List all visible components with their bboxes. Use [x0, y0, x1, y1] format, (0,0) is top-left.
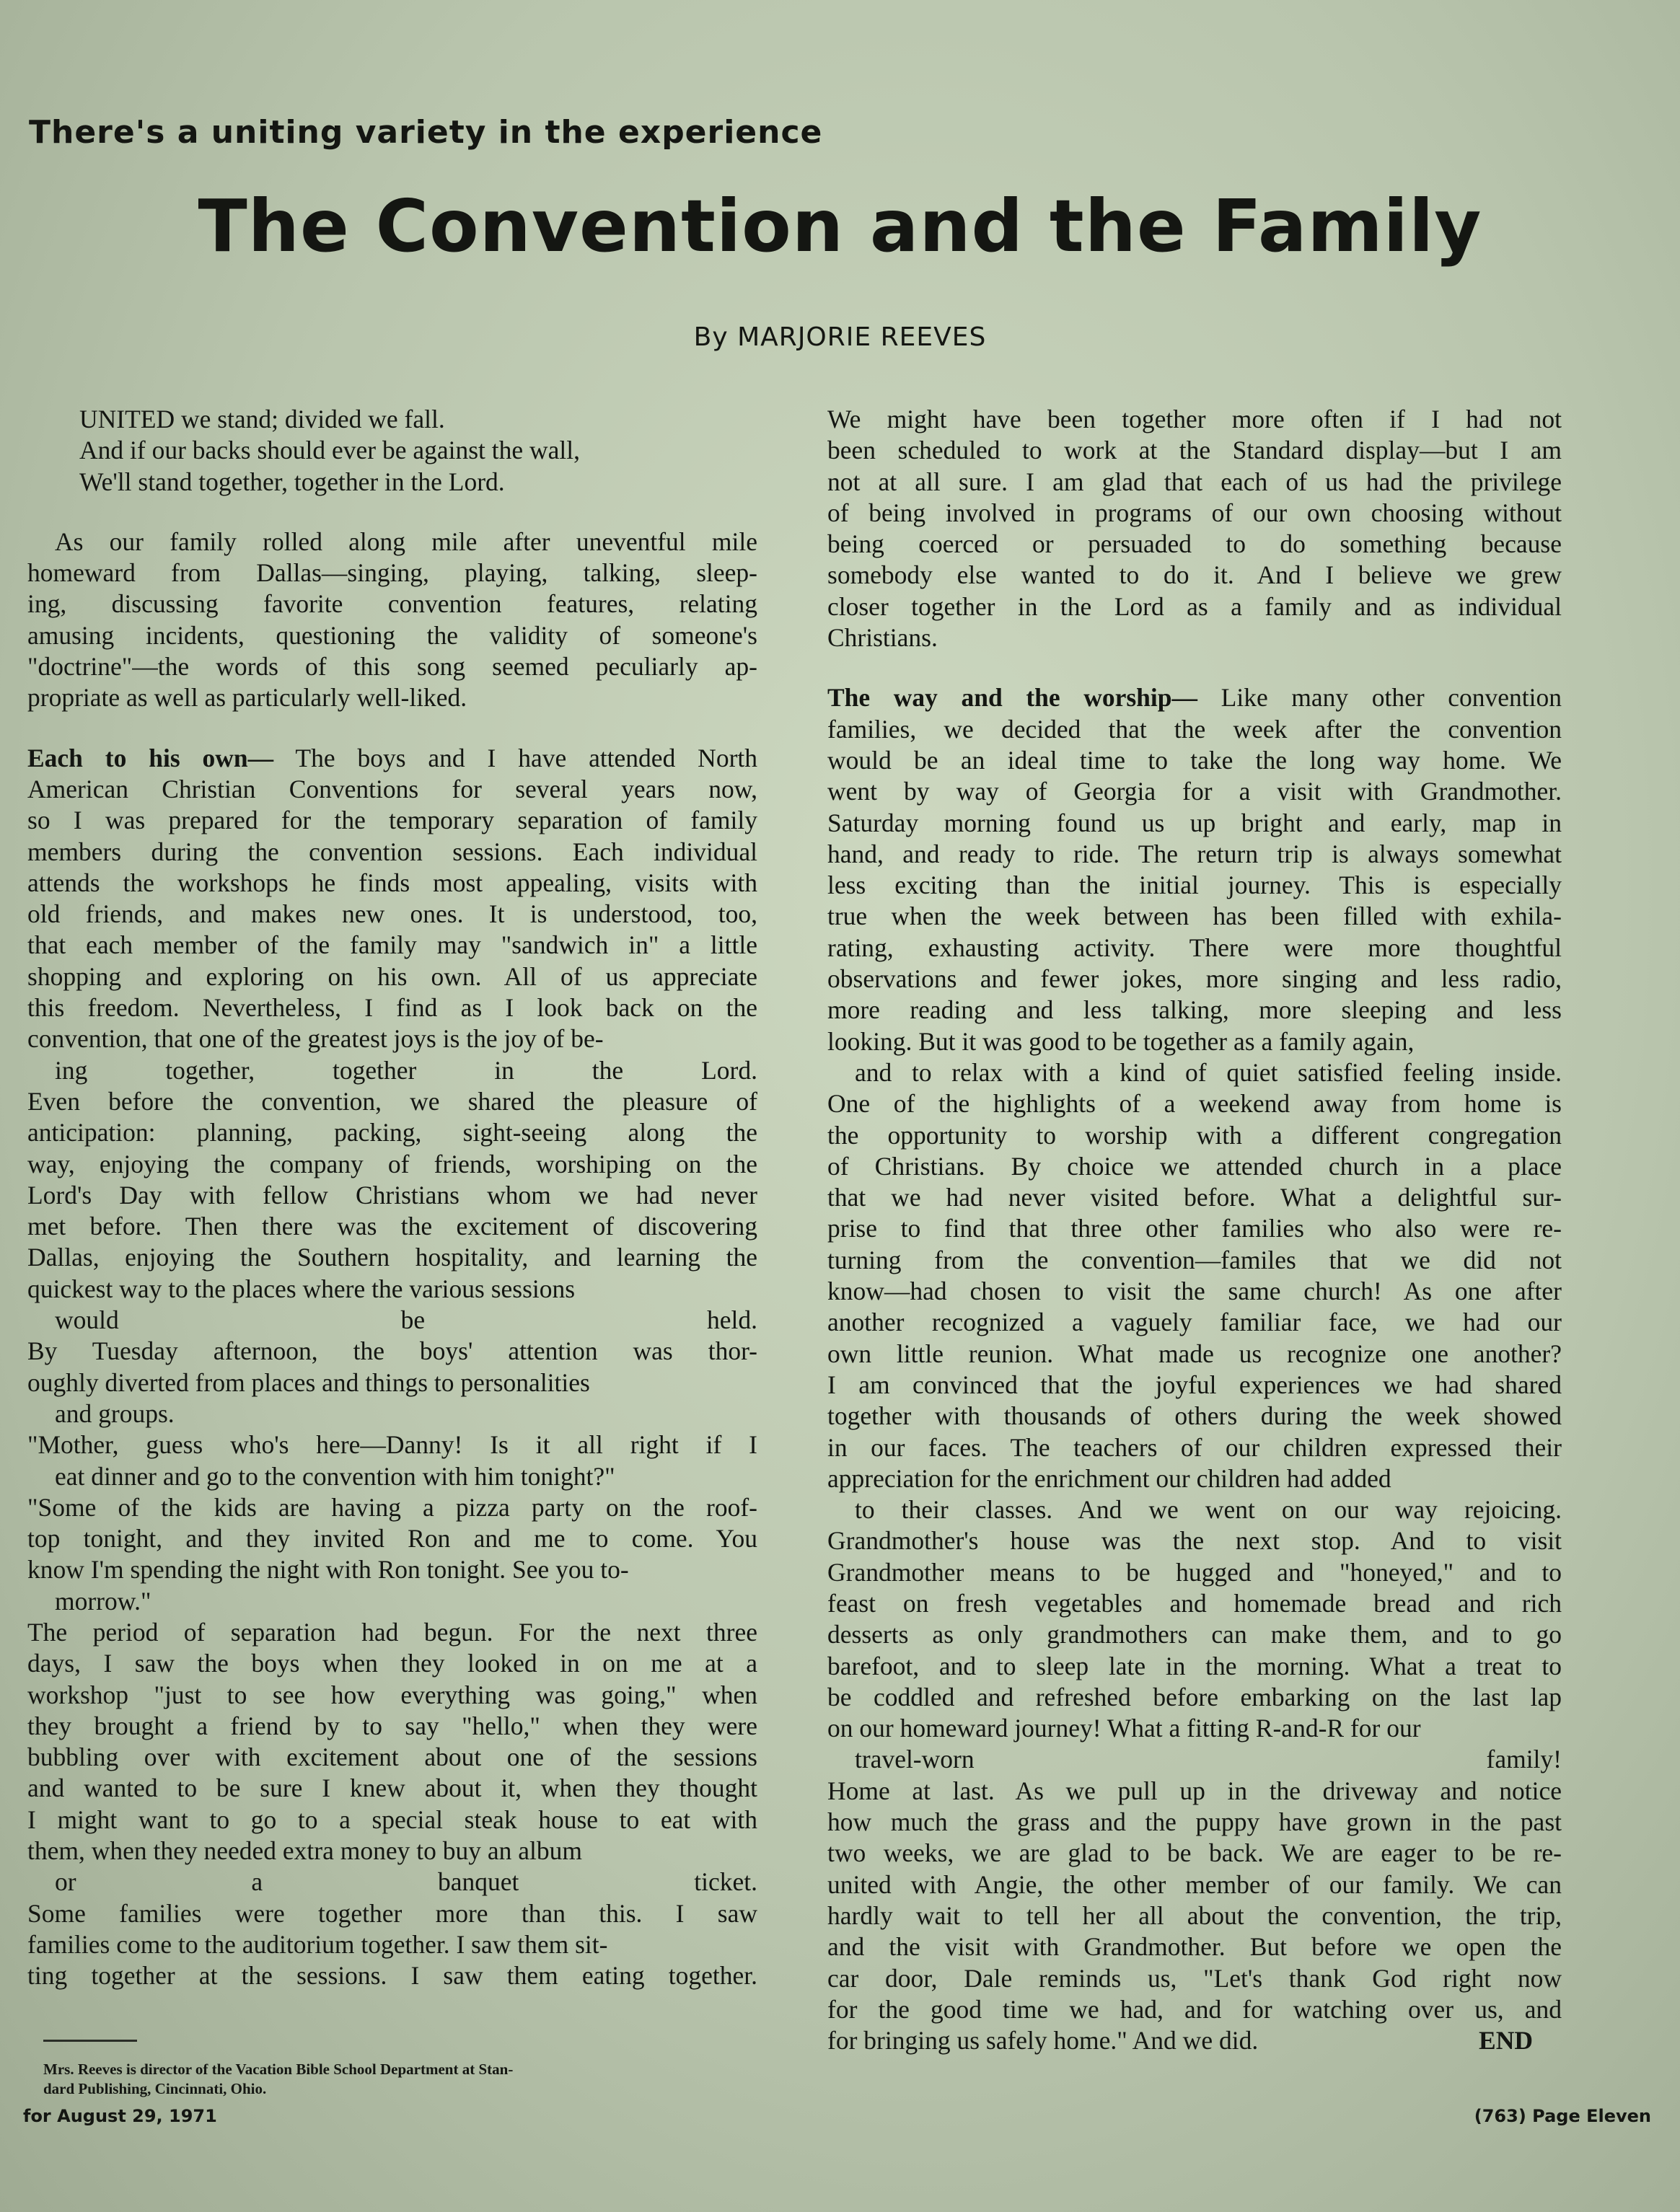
text-line: turning from the convention—familes that we did not	[827, 1245, 1562, 1274]
intro-paragraph	[27, 526, 757, 714]
text-line: and wanted to be sure I knew about it, when they thought	[27, 1773, 757, 1803]
text-line: that each member of the family may "sandwich in" a little	[27, 930, 757, 960]
text-line: for the good time we had, and for watching over us, and	[827, 1994, 1562, 2024]
footnote-line: Mrs. Reeves is director of the Vacation Bible School Department at Stan-	[43, 2061, 514, 2078]
footnote-divider	[43, 2040, 137, 2042]
text-line: homeward from Dallas—singing, playing, talking, sleep-	[27, 558, 757, 588]
text-line: desserts as only grandmothers can make them, and to go	[827, 1620, 1562, 1649]
text-line: barefoot, and to sleep late in the morning. What a treat to	[827, 1651, 1562, 1680]
text-line: know—had chosen to visit the same church! As one after	[827, 1277, 1562, 1306]
text-line: own little reunion. What made us recognize one another?	[827, 1339, 1562, 1368]
poem-line: And if our backs should ever be against the wall,	[79, 436, 581, 465]
text-line: and to relax with a kind of quiet satisfied feeling inside.	[855, 1057, 1562, 1087]
text-line: rating, exhausting activity. There were more thoughtful	[827, 933, 1562, 962]
text-line: they brought a friend by to say "hello," when they were	[27, 1711, 757, 1740]
text-line: anticipation: planning, packing, sight-seeing along the	[27, 1118, 757, 1147]
text-line: families, we decided that the week after the convention	[827, 714, 1562, 744]
text-line: so I was prepared for the temporary separation of family	[27, 806, 757, 835]
text-line: and the visit with Grandmother. But before we open the	[827, 1932, 1562, 1962]
article-kicker: There's a uniting variety in the experience	[29, 114, 823, 151]
text-line: of Christians. By choice we attended church in a place	[827, 1151, 1562, 1181]
text-line: another recognized a vaguely familiar face, we had our	[827, 1308, 1562, 1337]
closing-line	[827, 2025, 1562, 2056]
text-line: shopping and exploring on his own. All of us appreciate	[27, 961, 757, 991]
text-line: prise to find that three other families who also were re-	[827, 1214, 1562, 1243]
text-line: I am convinced that the joyful experiences we had shared	[827, 1370, 1562, 1399]
text-line: Grandmother means to be hugged and "honeyed," and to	[827, 1557, 1562, 1587]
text-line: American Christian Conventions for several years now,	[27, 774, 757, 803]
text-line: of being involved in programs of our own choosing without	[827, 498, 1562, 527]
text-line: families come to the auditorium together. I saw them sit-	[27, 1929, 608, 1959]
text-line: "Some of the kids are having a pizza party on the roof-	[27, 1492, 757, 1522]
text-line: looking. But it was good to be together as a family again,	[827, 1026, 1415, 1056]
text-line: top tonight, and they invited Ron and me to come. You	[27, 1524, 757, 1554]
text-line: old friends, and makes new ones. It is understood, too,	[27, 899, 757, 929]
text-line: how much the grass and the puppy have grown in the past	[827, 1807, 1562, 1837]
author-footnote	[43, 2060, 757, 2099]
text-line: more reading and less talking, more sleeping and less	[827, 995, 1562, 1025]
text-line: "doctrine"—the words of this song seemed peculiarly ap-	[27, 652, 757, 682]
text-line: Lord's Day with fellow Christians whom we had never	[27, 1180, 757, 1209]
section-body	[827, 714, 1562, 2025]
footer-page-number: (763) Page Eleven	[1474, 2106, 1651, 2126]
text-line: would be an ideal time to take the long way home. We	[827, 745, 1562, 775]
text-line: We might have been together more often if I had not	[827, 405, 1562, 433]
text-line: in our faces. The teachers of our children expressed their	[827, 1432, 1562, 1462]
text-line: together with thousands of others during the week showed	[827, 1401, 1562, 1431]
section-heading: The way and the worship—	[827, 683, 1198, 713]
text-line: Some families were together more than this. I saw	[27, 1898, 757, 1928]
article-byline: By MARJORIE REEVES	[693, 322, 987, 352]
text-line: Saturday morning found us up bright and early, map in	[827, 808, 1562, 837]
text-line: met before. Then there was the excitement of discovering	[27, 1212, 757, 1241]
text-line: quickest way to the places where the various sessions	[27, 1274, 576, 1303]
text-line: the opportunity to worship with a different congregation	[827, 1120, 1562, 1150]
section-heading-line	[27, 743, 757, 774]
text-line: less exciting than the initial journey. This is especially	[827, 871, 1562, 900]
end-mark: END	[1479, 2026, 1533, 2055]
text-line: oughly diverted from places and things to personalities	[27, 1367, 590, 1397]
text-line: be coddled and refreshed before embarking on the last lap	[827, 1682, 1562, 1711]
section-body	[27, 774, 757, 1992]
text-line: closer together in the Lord as a family and as individual	[827, 591, 1562, 621]
text-line: propriate as well as particularly well-liked.	[27, 683, 467, 713]
text-line: The period of separation had begun. For the next three	[27, 1617, 757, 1647]
text-line: One of the highlights of a weekend away from home is	[827, 1089, 1562, 1119]
text-line: appreciation for the enrichment our children had added	[827, 1463, 1391, 1493]
text-line: morrow."	[55, 1586, 151, 1616]
text-line: them, when they needed extra money to buy an album	[27, 1836, 582, 1866]
text-line: that we had never visited before. What a delightful sur-	[827, 1183, 1562, 1212]
text-line: eat dinner and go to the convention with him tonight?"	[55, 1461, 615, 1491]
poem-line: UNITED we stand; divided we fall.	[79, 405, 445, 433]
body-text: The boys and I have attended North	[295, 743, 757, 772]
text-line: ing, discussing favorite convention features, relating	[27, 589, 757, 619]
left-column	[27, 404, 757, 1992]
text-line: went by way of Georgia for a visit with Grandmother.	[827, 777, 1562, 806]
text-line: observations and fewer jokes, more singing and less radio,	[827, 964, 1562, 994]
section-heading: Each to his own—	[27, 743, 274, 772]
body-text: for bringing us safely home." And we did.	[827, 2026, 1259, 2055]
article-title: The Convention and the Family	[198, 184, 1482, 268]
text-line: convention, that one of the greatest joys is the joy of be-	[27, 1024, 604, 1054]
text-line: ting together at the sessions. I saw them eating together.	[27, 1961, 757, 1991]
text-line: As our family rolled along mile after uneventful mile	[55, 526, 757, 556]
text-line: or a banquet ticket.	[55, 1867, 757, 1897]
text-line: true when the week between has been filled with exhila-	[827, 902, 1562, 931]
text-line: two weeks, we are glad to be back. We are eager to be re-	[827, 1838, 1562, 1868]
text-line: way, enjoying the company of friends, worshiping on the	[27, 1149, 757, 1178]
text-line: been scheduled to work at the Standard display—but I am	[827, 436, 1562, 465]
text-line: Home at last. As we pull up in the driveway and notice	[827, 1776, 1562, 1805]
text-line: to their classes. And we went on our way rejoicing.	[855, 1495, 1562, 1525]
text-line: members during the convention sessions. Each individual	[27, 837, 757, 866]
text-line: "Mother, guess who's here—Danny! Is it all right if I	[27, 1430, 757, 1460]
text-line: being coerced or persuaded to do something because	[827, 529, 1562, 559]
text-line: workshop "just to see how everything was going," when	[27, 1680, 757, 1709]
text-line: hand, and ready to ride. The return trip is always somewhat	[827, 839, 1562, 868]
text-line: Even before the convention, we shared the pleasure of	[27, 1086, 757, 1116]
text-line: feast on fresh vegetables and homemade bread and rich	[827, 1588, 1562, 1618]
text-line: would be held.	[55, 1305, 757, 1335]
section-heading-line	[827, 682, 1562, 713]
right-column	[827, 404, 1562, 2056]
text-line: days, I saw the boys when they looked in on me at a	[27, 1649, 757, 1678]
text-line: this freedom. Nevertheless, I find as I look back on the	[27, 993, 757, 1023]
text-line: bubbling over with excitement about one of the sessions	[27, 1742, 757, 1772]
poem-line: We'll stand together, together in the Lord.	[79, 467, 505, 496]
text-line: united with Angie, the other member of our family. We can	[827, 1869, 1562, 1899]
text-line: Christians.	[827, 623, 938, 653]
text-line: know I'm spending the night with Ron tonight. See you to-	[27, 1555, 629, 1585]
text-line: amusing incidents, questioning the validity of someone's	[27, 620, 757, 650]
poem-stanza	[27, 404, 757, 498]
footnote-line: dard Publishing, Cincinnati, Ohio.	[43, 2080, 267, 2097]
text-line: attends the workshops he finds most appealing, visits with	[27, 868, 757, 897]
text-line: By Tuesday afternoon, the boys' attention was thor-	[27, 1336, 757, 1366]
text-line: car door, Dale reminds us, "Let's thank God right now	[827, 1963, 1562, 1993]
text-line: ing together, together in the Lord.	[55, 1055, 757, 1085]
text-line: not at all sure. I am glad that each of us had the privilege	[827, 467, 1562, 496]
text-line: and groups.	[55, 1398, 175, 1428]
text-line: hardly wait to tell her all about the convention, the trip,	[827, 1900, 1562, 1930]
body-text: Like many other convention	[1221, 683, 1562, 713]
text-line: I might want to go to a special steak house to eat with	[27, 1805, 757, 1834]
text-line: on our homeward journey! What a fitting R-and-R for our	[827, 1714, 1421, 1743]
text-line: travel-worn family!	[855, 1745, 1562, 1774]
text-line: Dallas, enjoying the Southern hospitality, and learning the	[27, 1243, 757, 1272]
text-line: somebody else wanted to do it. And I believe we grew	[827, 560, 1562, 590]
paragraph	[827, 404, 1562, 653]
footer-date: for August 29, 1971	[23, 2106, 217, 2126]
text-line: Grandmother's house was the next stop. And to visit	[827, 1526, 1562, 1556]
